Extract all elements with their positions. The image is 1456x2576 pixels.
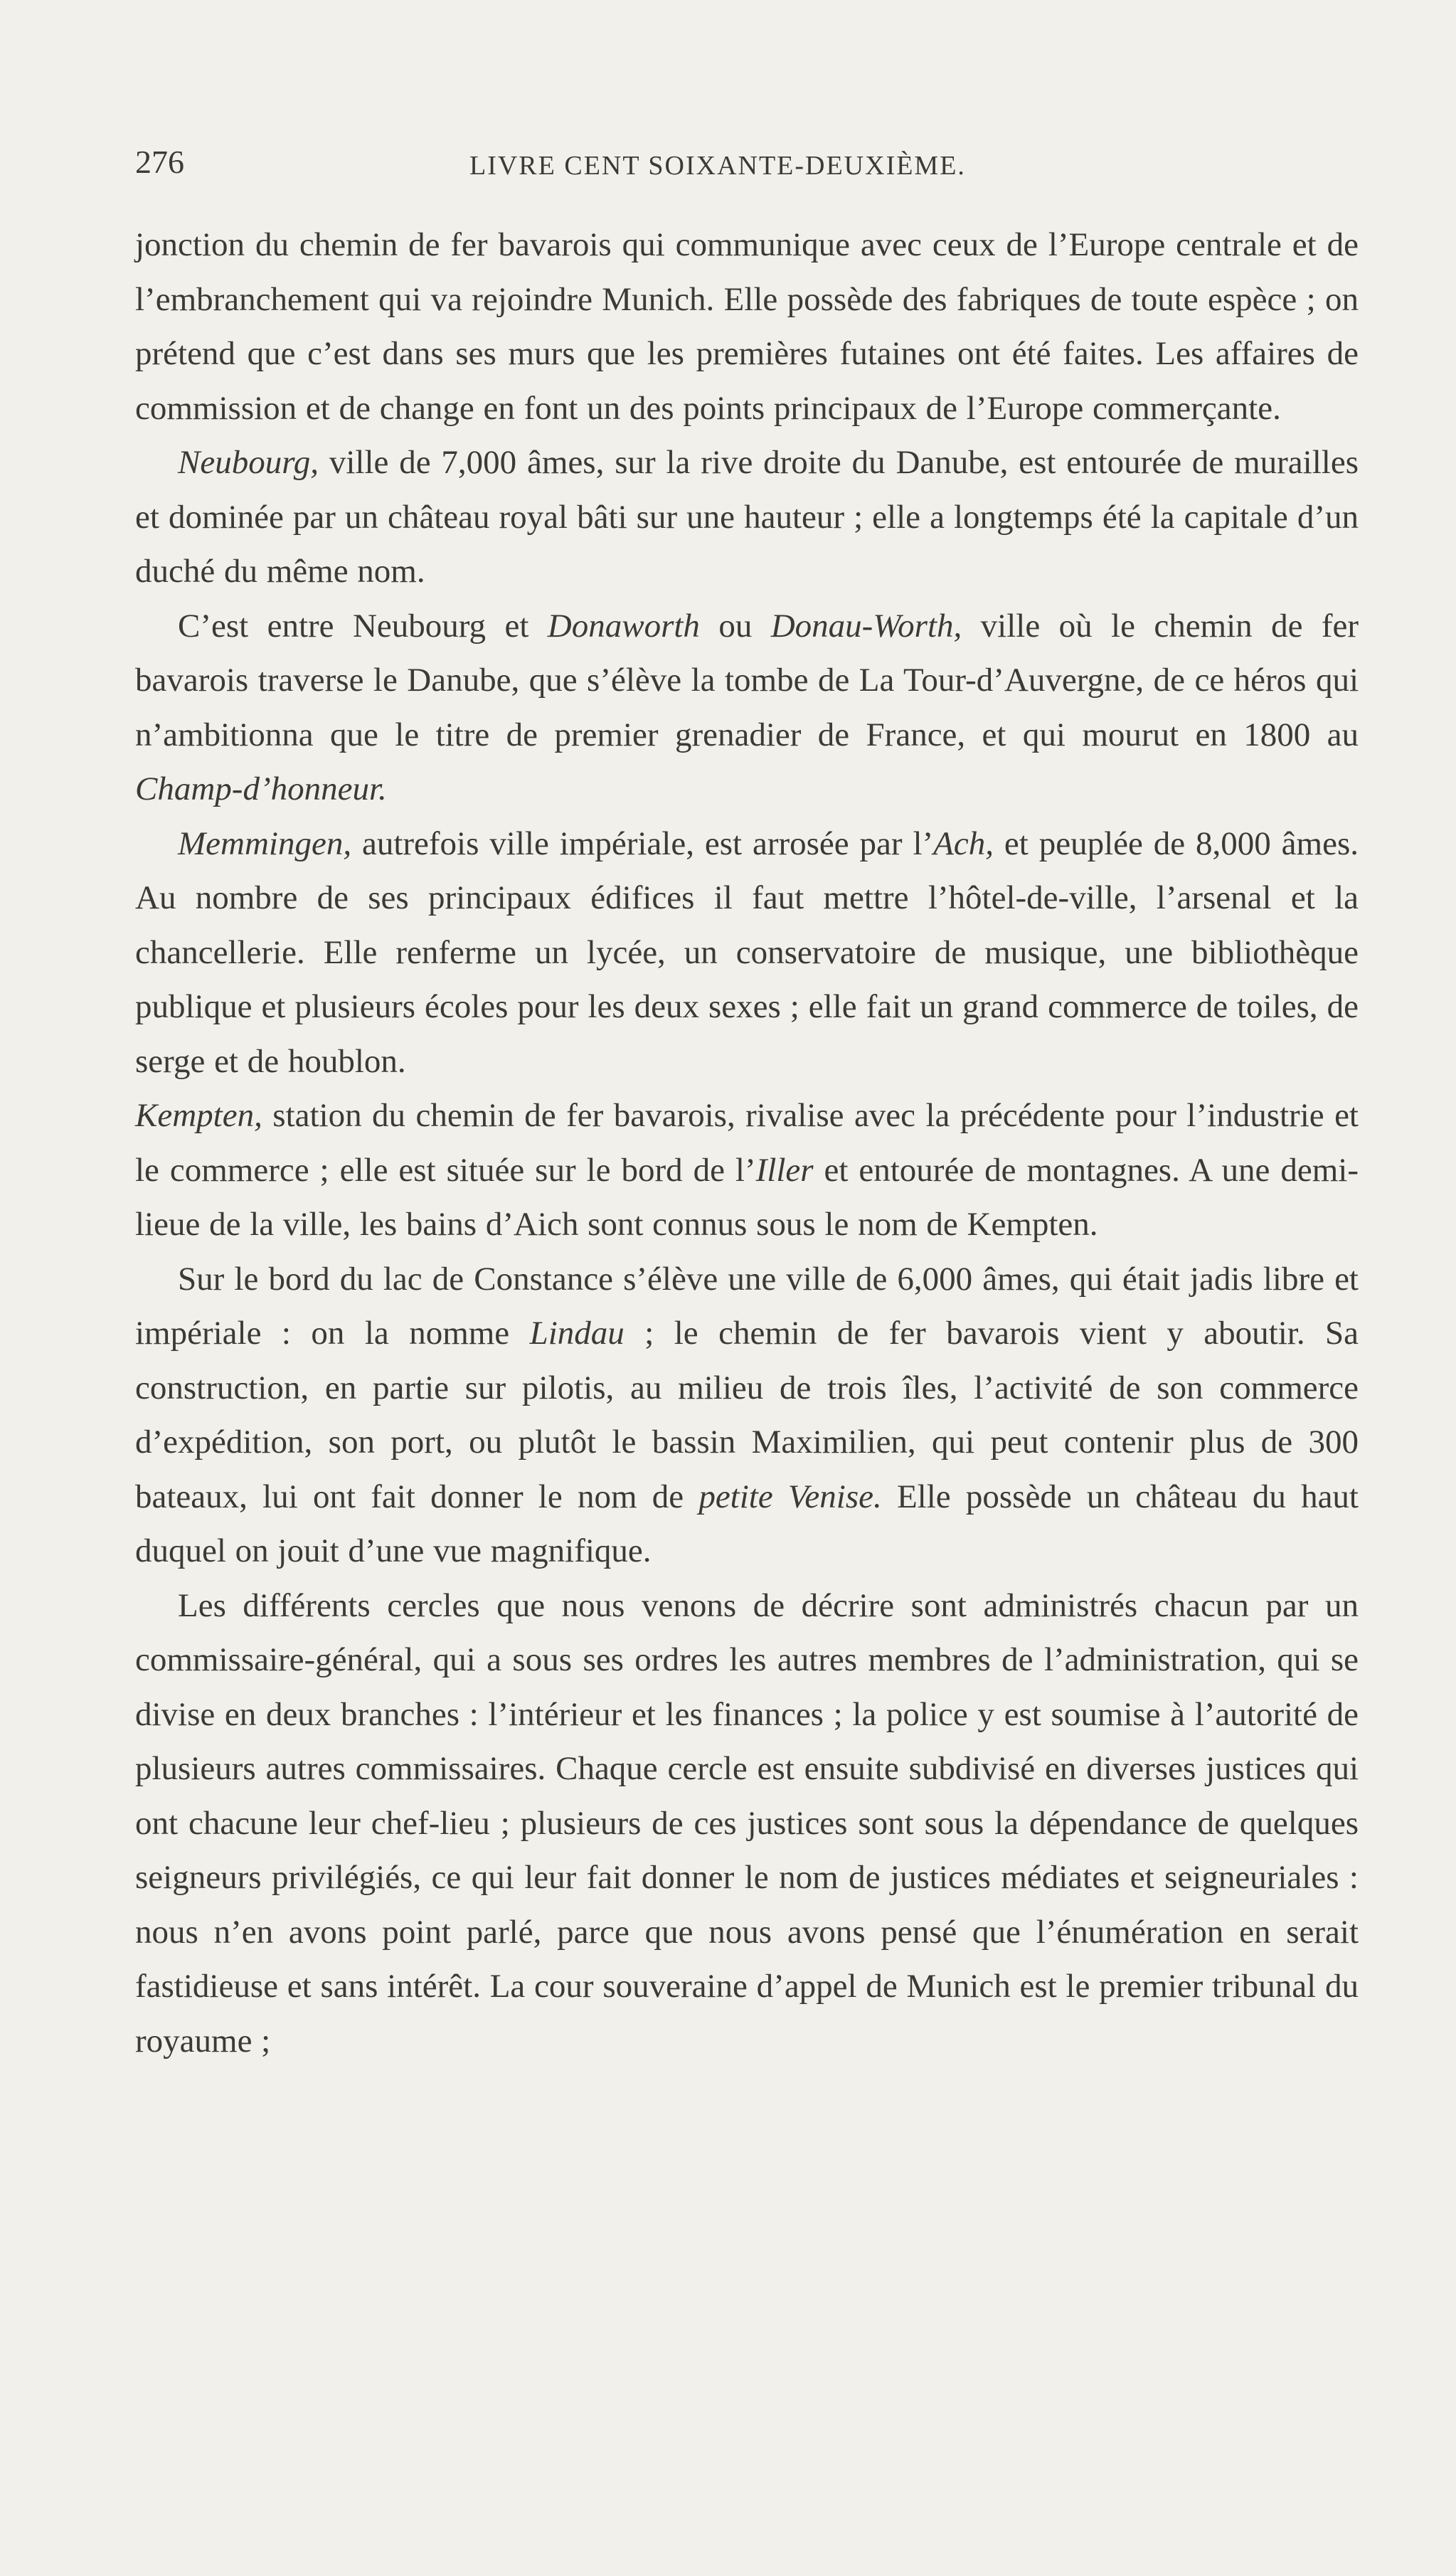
place-name-donau-worth: Donau-Worth,	[770, 607, 962, 645]
nickname-petite-venise: petite Venise.	[698, 1478, 882, 1515]
place-name-lindau: Lindau	[529, 1315, 625, 1352]
river-name-iller: Iller	[755, 1151, 814, 1189]
running-title: LIVRE CENT SOIXANTE-DEUXIÈME.	[469, 151, 966, 181]
page-number: 276	[135, 144, 184, 180]
text-run: et peuplée de 8,000 âmes. Au nombre de ses principaux édifices il faut mettre l’hôtel-de-ville, l’arsenal et la chancellerie. Elle renferme un lycée, un conservatoire de musique, une bibliothèque publique et plusieurs écoles pour les deux sexes ; elle fait un grand commerce de toiles, de serge et de houblon.	[135, 825, 1359, 1080]
text-run: station du chemin de fer bavarois, rivalise avec la précédente pour l’industrie et le commerce ; elle est située sur le bord de l’	[135, 1097, 1359, 1189]
text-run: C’est entre Neubourg et	[178, 607, 548, 645]
place-name-donaworth: Donaworth	[547, 607, 700, 645]
text-run: Sur le bord du lac de Constance s’élève une ville de 6,000 âmes, qui était jadis libre et impériale : on la nomme	[135, 1260, 1359, 1352]
text-run: ville de 7,000 âmes, sur la rive droite du Danube, est entourée de murailles et dominée par un château royal bâti sur une hauteur ; elle a longtemps été la capitale d’un duché du même nom.	[135, 444, 1359, 590]
paragraph-kempten	[135, 1088, 1359, 1252]
paragraph-lindau	[135, 1252, 1359, 1579]
paragraph-donaworth	[135, 599, 1359, 817]
page-header	[135, 146, 1376, 189]
text-run: jonction du chemin de fer bavarois qui communique avec ceux de l’Europe centrale et de l’embranchement qui va rejoindre Munich. Elle possède des fabriques de toute espèce ; on prétend que c’est dans ses murs que les premières futaines ont été faites. Les affaires de commission et de change en font un des points principaux de l’Europe commerçante.	[135, 226, 1359, 427]
place-name-memmingen: Memmingen,	[178, 825, 352, 862]
paragraph-administration	[135, 1579, 1359, 2069]
place-name-kempten: Kempten,	[135, 1097, 262, 1134]
place-name-neubourg: Neubourg,	[178, 444, 319, 481]
text-run: et entourée de montagnes. A une demi-lieue de la ville, les bains d’Aich sont connus sous le nom de Kempten.	[135, 1151, 1359, 1243]
paragraph-neubourg	[135, 435, 1359, 599]
text-run: Elle possède un château du haut duquel on jouit d’une vue magnifique.	[135, 1478, 1359, 1569]
paragraph-continuation	[135, 218, 1359, 435]
text-run: Les différents cercles que nous venons de décrire sont administrés chacun par un commissaire-général, qui a sous ses ordres les autres membres de l’administration, qui se divise en deux branches : l’intérieur et les finances ; la police y est soumise à l’autorité de plusieurs autres commissaires. Chaque cercle est ensuite subdivisé en diverses justices qui ont chacune leur chef-lieu ; plusieurs de ces justices sont sous la dépendance de quelques seigneurs privilégiés, ce qui leur fait donner le nom de justices médiates et seigneuriales : nous n’en avons point parlé, parce que nous avons pensé que l’énumération en serait fastidieuse et sans intérêt. La cour souveraine d’appel de Munich est le premier tribunal du royaume ;	[135, 1586, 1359, 2060]
river-name-ach: Ach,	[933, 825, 994, 862]
text-run: ville où le chemin de fer bavarois traverse le Danube, que s’élève la tombe de La Tour-d’Auvergne, de ce héros qui n’ambitionna que le titre de premier grenadier de France, et qui mourut en 1800 au	[135, 607, 1359, 753]
text-run: ; le chemin de fer bavarois vient y aboutir. Sa construction, en partie sur pilotis, au milieu de trois îles, l’activité de son commerce d’expédition, son port, ou plutôt le bassin Maximilien, qui peut contenir plus de 300 bateaux, lui ont fait donner le nom de	[135, 1315, 1359, 1515]
text-run: autrefois ville impériale, est arrosée par l’	[351, 825, 934, 862]
paragraph-memmingen	[135, 817, 1359, 1089]
text-run: ou	[699, 607, 771, 645]
place-name-champ-dhonneur: Champ-d’honneur.	[135, 770, 387, 807]
body-text	[135, 218, 1359, 2423]
